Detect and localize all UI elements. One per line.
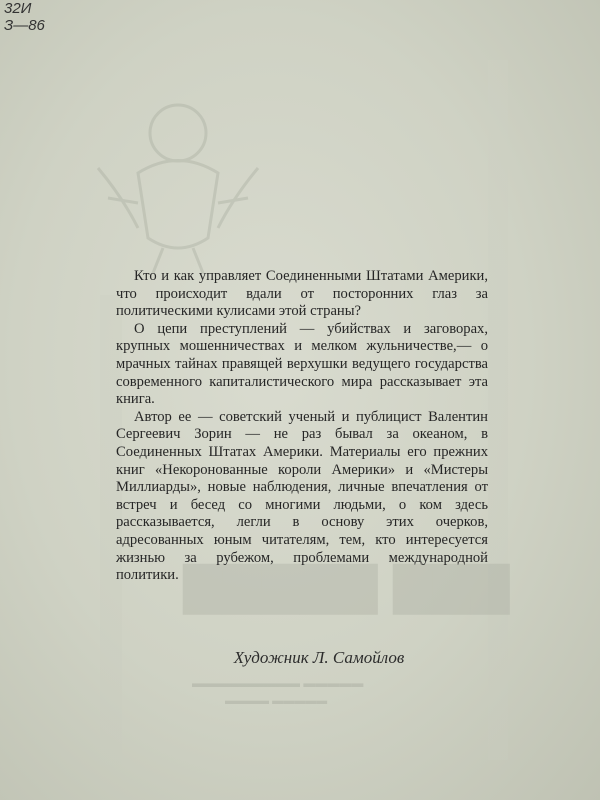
book-annotation — [116, 268, 488, 585]
annotation-paragraph-2: О цепи преступлений — убийствах и заговорах, крупных мошенничествах и мелком жульничестве,— о мрачных тайнах правящей верхушки ведущего государства современного капиталистического мира рассказывает эта книга. — [116, 320, 488, 408]
bleed-through-line: ▬▬▬▬▬ ▬▬▬▬▬▬▬▬▬ — [192, 676, 364, 690]
artist-credit: Художник Л. Самойлов — [233, 648, 405, 667]
bleed-through-line: ▬▬▬▬▬ ▬▬▬▬ — [225, 695, 328, 707]
bleed-through-title: ▇▇▇ ▇▇▇▇▇ — [182, 560, 509, 613]
annotation-paragraph-3: Автор ее — советский ученый и публицист Валентин Сергеевич Зорин — не раз бывал за океаном, в Соединенных Штатах Америки. Материалы его прежних книг «Некоронованные короли Америки» и «Мистеры Миллиарды», новые наблюдения, личные впечатления от встреч и бесед со многими людьми, о ком здесь рассказывается, легли в основу этих очерков, адресованных юным читателям, тем, кто интересуется жизнью за рубежом, проблемами международной политики. — [116, 408, 488, 584]
annotation-paragraph-1: Кто и как управляет Соединенными Штатами Америки, что происходит вдали от посторонних глаз за политическими кулисами этой страны? — [116, 268, 488, 320]
catalog-index-line-1: 32И — [4, 0, 32, 17]
bleed-through-emblem-icon — [78, 78, 278, 278]
catalog-index-line-2: З—86 — [4, 17, 45, 34]
catalog-index — [4, 0, 45, 34]
